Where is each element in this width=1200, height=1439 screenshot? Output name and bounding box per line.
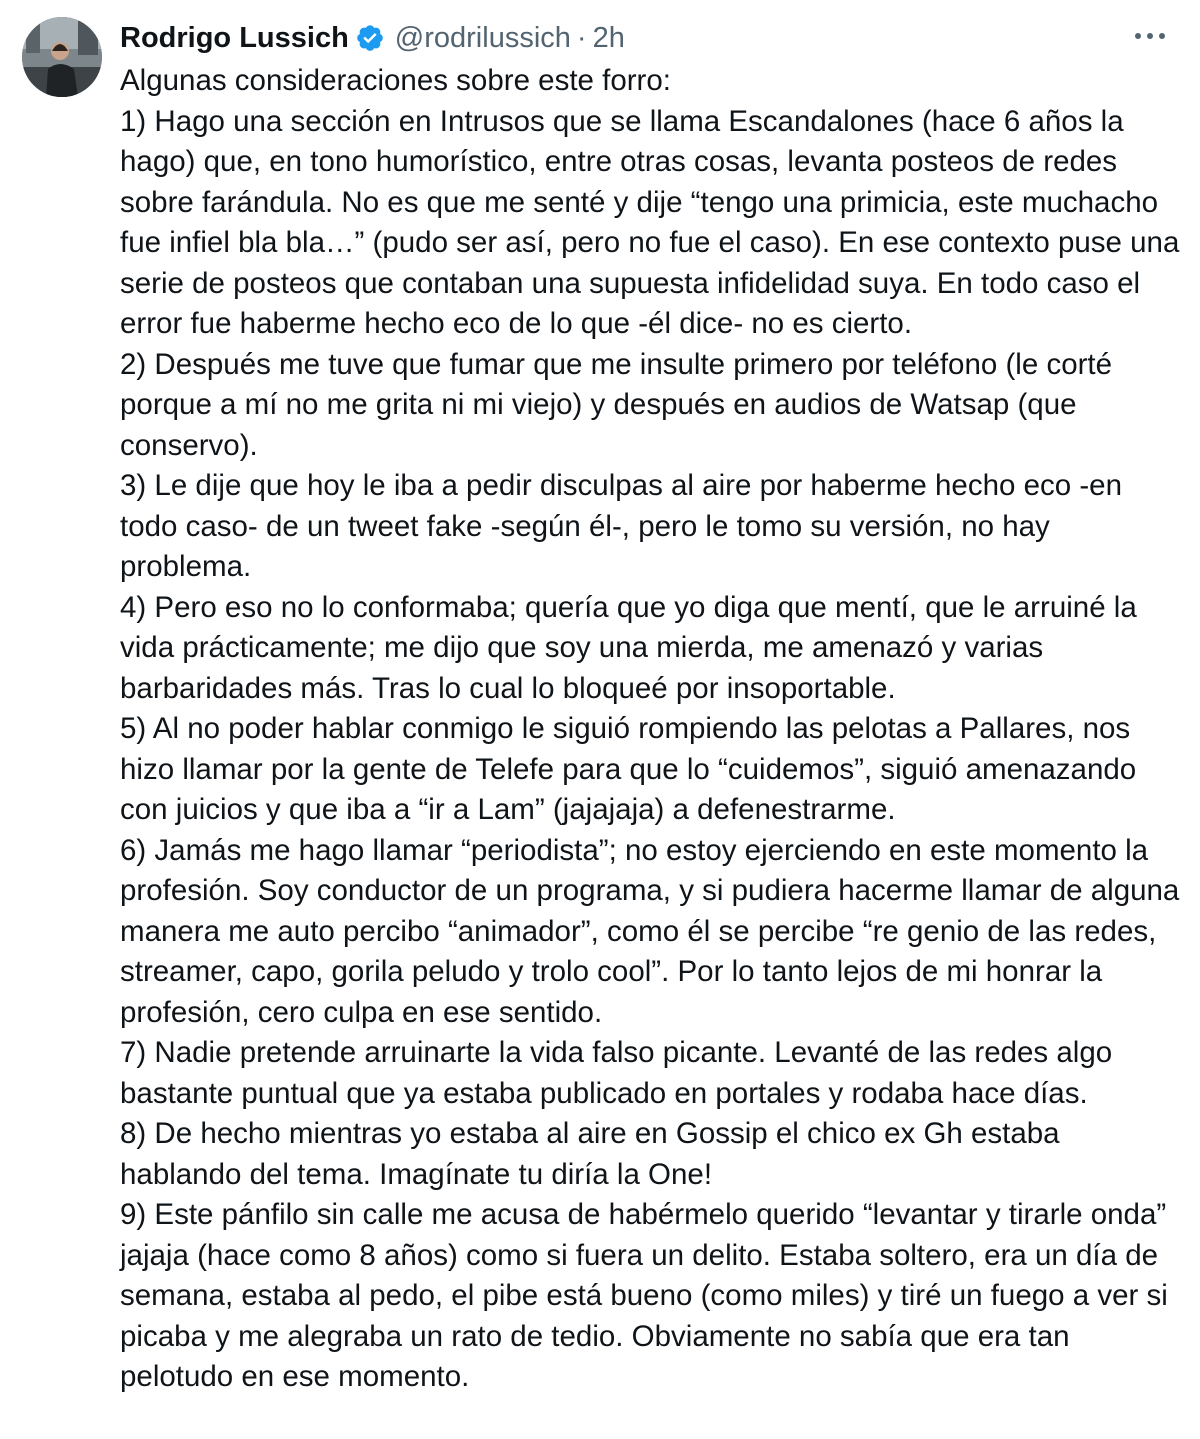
tweet-paragraph-6: 6) Jamás me hago llamar “periodista”; no estoy ejerciendo en este momento la profesión. Soy conductor de un programa, y si pudiera hacerme llamar de alguna manera me auto percibo “animador”, como él se percibe “re genio de las redes, streamer, capo, gorila peludo y trolo cool”. Por lo tanto lejos de mi honrar la profesión, cero culpa en ese sentido. xyxy=(120,833,1180,1029)
separator-dot: · xyxy=(576,21,587,54)
tweet-paragraph-7: 7) Nadie pretende arruinarte la vida falso picante. Levanté de las redes algo bastante puntual que ya estaba publicado en portales y rodaba hace días. xyxy=(120,1036,1113,1110)
verified-badge-icon[interactable] xyxy=(355,23,385,53)
tweet-paragraph-5: 5) Al no poder hablar conmigo le siguió rompiendo las pelotas a Pallares, nos hizo llamar por la gente de Telefe para que lo “cuidemos”, siguió amenazando con juicios y que iba a “ir a Lam” (jajajaja) a defenestrarme. xyxy=(120,712,1137,826)
tweet-header xyxy=(120,16,625,60)
tweet-paragraph-2: 2) Después me tuve que fumar que me insulte primero por teléfono (le corté porque a mí no me grita ni mi viejo) y después en audios de Watsap (que conservo). xyxy=(120,347,1113,462)
tweet-paragraph-1: 1) Hago una sección en Intrusos que se llama Escandalones (hace 6 años la hago) que, en tono humorístico, entre otras cosas, levanta posteos de redes sobre farándula. No es que me senté y dije “tengo una primicia, este muchacho fue infiel bla bla…” (pudo ser así, pero no fue el caso). En ese contexto puse una serie de posteos que contaban una supuesta infidelidad suya. En todo caso el error fue haberme hecho eco de lo que -él dice- no es cierto. xyxy=(120,104,1180,340)
tweet-text xyxy=(120,61,1185,1398)
avatar[interactable] xyxy=(22,17,102,97)
tweet-paragraph-3: 3) Le dije que hoy le iba a pedir disculpas al aire por haberme hecho eco -en todo caso- de un tweet fake -según él-, pero le tomo su versión, no hay problema. xyxy=(120,469,1122,583)
tweet-paragraph-intro: Algunas consideraciones sobre este forro: xyxy=(120,64,671,97)
author-handle[interactable]: @rodrilussich xyxy=(394,21,571,54)
tweet-paragraph-9: 9) Este pánfilo sin calle me acusa de habérmelo querido “levantar y tirarle onda” jajaja (hace como 8 años) como si fuera un delito. Estaba soltero, era un día de semana, estaba al pedo, el pibe está bueno (como miles) y tiré un fuego a ver si picaba y me alegraba un rato de tedio. Obviamente no sabía que era tan pelotudo en ese momento. xyxy=(120,1198,1168,1393)
tweet-paragraph-4: 4) Pero eso no lo conformaba; quería que yo diga que mentí, que le arruiné la vida prácticamente; me dijo que soy una mierda, me amenazó y varias barbaridades más. Tras lo cual lo bloqueé por insoportable. xyxy=(120,590,1137,705)
timestamp[interactable]: 2h xyxy=(592,21,625,54)
author-display-name[interactable]: Rodrigo Lussich xyxy=(120,21,349,54)
more-dots-icon[interactable] xyxy=(1128,22,1172,50)
avatar-photo xyxy=(22,17,102,97)
tweet-paragraph-8: 8) De hecho mientras yo estaba al aire en Gossip el chico ex Gh estaba hablando del tema. Imagínate tu diría la One! xyxy=(120,1117,1060,1191)
